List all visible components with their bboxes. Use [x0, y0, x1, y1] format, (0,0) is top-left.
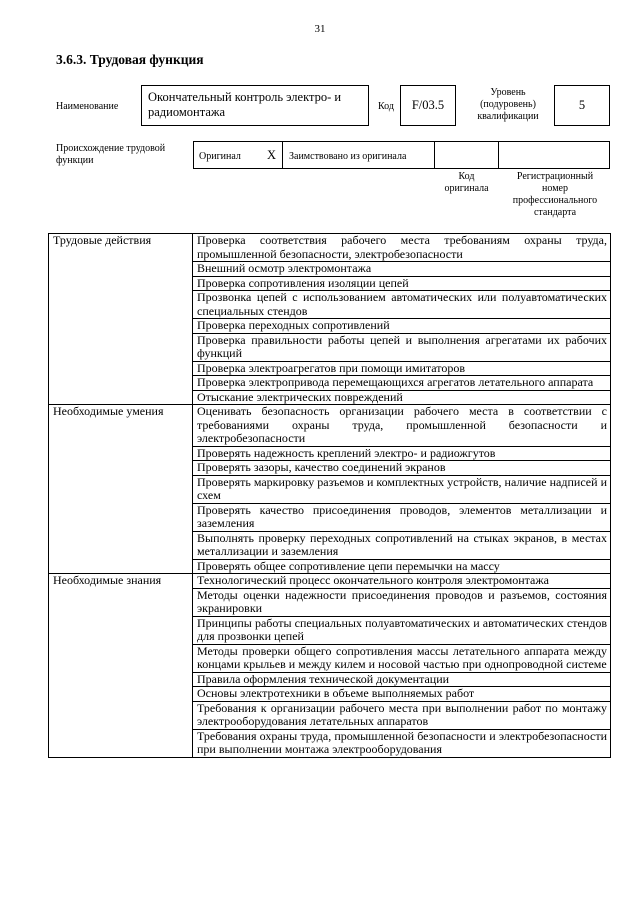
reg-number-line2: номер [542, 183, 568, 194]
item-cell: Основы электротехники в объеме выполняемых работ [193, 687, 611, 702]
item-cell: Проверка правильности работы цепей и выполнения агрегатами их рабочих функций [193, 333, 611, 361]
reg-number-line1: Регистрационный [516, 171, 594, 182]
name-value-line2: радиомонтажа [148, 105, 226, 119]
item-cell: Проверка электроагрегатов при помощи имитаторов [193, 361, 611, 376]
item-cell: Проверять качество присоединения проводов, элементов металлизации и заземления [193, 503, 611, 531]
reg-number-line4: стандарта [533, 207, 577, 218]
level-label-line2: (подуровень) [480, 99, 536, 110]
table-row [49, 405, 611, 447]
table-row [49, 574, 611, 589]
reg-number-caption [500, 171, 610, 219]
name-value-box [141, 85, 369, 126]
level-value: 5 [578, 98, 586, 112]
original-cell [193, 141, 283, 169]
labor-function-table [48, 233, 611, 758]
item-cell: Проверка сопротивления изоляции цепей [193, 276, 611, 291]
section-title: 3.6.3. Трудовая функция [56, 52, 204, 67]
item-cell: Принципы работы специальных полуавтоматических и автоматических стендов для прозвонки цепей [193, 616, 611, 644]
item-cell: Выполнять проверку переходных сопротивлений на стыках экранов, в местах металлизации и заземления [193, 531, 611, 559]
item-cell: Методы проверки общего сопротивления массы летательного аппарата между концами крыльев и между килем и носовой частью при однопроводной системе [193, 644, 611, 672]
item-cell: Оценивать безопасность организации рабочего места в соответствии с требованиями охраны труда, промышленной безопасности и электробезопасности [193, 405, 611, 447]
reg-number-line3: профессионального [512, 195, 598, 206]
origin-label-line1: Происхождение трудовой [56, 143, 166, 154]
original-mark: X [267, 148, 277, 162]
item-cell: Прозвонка цепей с использованием автоматических или полуавтоматических специальных стендов [193, 291, 611, 319]
item-cell: Проверка переходных сопротивлений [193, 319, 611, 334]
item-cell: Проверять надежность креплений электро- и радиожгутов [193, 446, 611, 461]
item-cell: Внешний осмотр электромонтажа [193, 262, 611, 277]
category-cell: Трудовые действия [49, 234, 193, 405]
item-cell: Проверка электропривода перемещающихся агрегатов летательного аппарата [193, 376, 611, 391]
origin-label-line2: функции [56, 155, 94, 166]
name-label: Наименование [56, 101, 119, 112]
code-original-caption [434, 171, 499, 195]
item-cell: Методы оценки надежности присоединения проводов и разъемов, состояния экранировки [193, 588, 611, 616]
category-cell: Необходимые умения [49, 405, 193, 574]
level-value-box [554, 85, 610, 126]
code-label: Код [378, 101, 394, 112]
page-number: 31 [314, 23, 326, 35]
item-cell: Проверять общее сопротивление цепи перемычки на массу [193, 559, 611, 574]
code-original-box [434, 141, 499, 169]
table-row [49, 234, 611, 262]
code-value: F/03.5 [411, 98, 445, 112]
item-cell: Отыскание электрических повреждений [193, 390, 611, 405]
item-cell: Проверка соответствия рабочего места требованиям охраны труда, промышленной безопасности, электробезопасности [193, 234, 611, 262]
code-original-line1: Код [458, 171, 475, 182]
code-value-box [400, 85, 456, 126]
origin-label [56, 143, 165, 167]
item-cell: Проверять маркировку разъемов и комплектных устройств, наличие надписей и схем [193, 475, 611, 503]
original-label: Оригинал [199, 151, 241, 162]
borrowed-cell [282, 141, 435, 169]
item-cell: Проверять зазоры, качество соединений экранов [193, 461, 611, 476]
category-cell: Необходимые знания [49, 574, 193, 758]
level-label [466, 87, 550, 123]
code-original-line2: оригинала [444, 183, 489, 194]
level-label-line3: квалификации [477, 111, 539, 122]
item-cell: Требования охраны труда, промышленной безопасности и электробезопасности при выполнении монтажа электрооборудования [193, 729, 611, 757]
item-cell: Правила оформления технической документации [193, 672, 611, 687]
reg-number-box [498, 141, 610, 169]
borrowed-label: Заимствовано из оригинала [289, 151, 407, 162]
level-label-line1: Уровень [490, 87, 526, 98]
name-value-line1: Окончательный контроль электро- и [148, 90, 342, 104]
item-cell: Технологический процесс окончательного контроля электромонтажа [193, 574, 611, 589]
item-cell: Требования к организации рабочего места при выполнении работ по монтажу электрооборудования летательных аппаратов [193, 701, 611, 729]
